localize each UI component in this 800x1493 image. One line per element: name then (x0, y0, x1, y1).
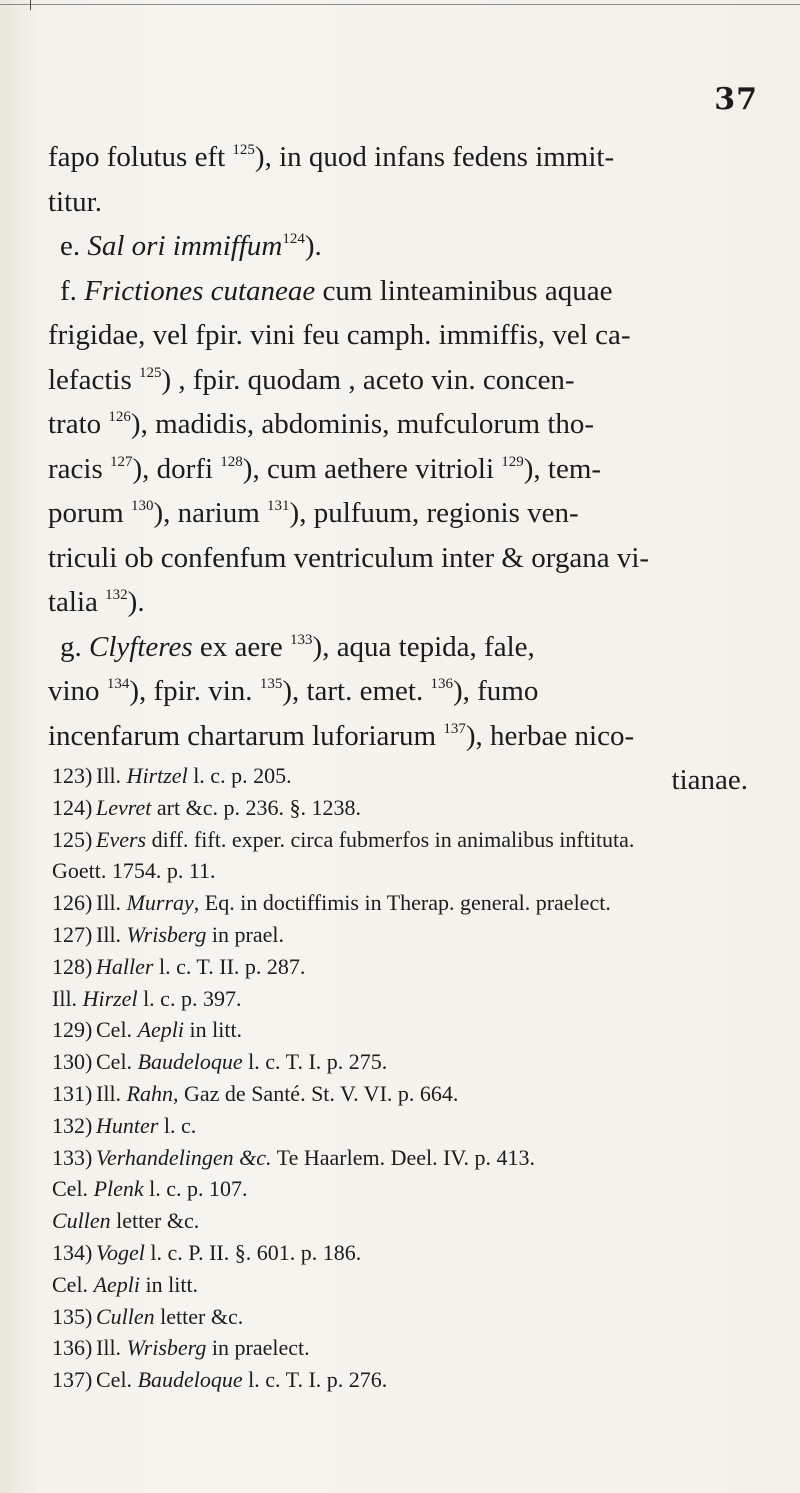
footnote-text: Cel. (52, 1176, 94, 1202)
footnote (52, 1046, 752, 1078)
footnote-text: Cel. (52, 1271, 94, 1297)
footnote-author: Hunter (96, 1112, 159, 1138)
footnote-reference: in litt. (184, 1017, 243, 1043)
footnote (52, 855, 752, 887)
footnote-reference: l. c. P. II. §. 601. p. 186. (144, 1239, 362, 1265)
text-line: frigidae, vel fpir. vini feu camph. immiffis, vel ca- (48, 319, 631, 351)
footnote (52, 824, 752, 856)
footnote-reference: in litt. (140, 1271, 199, 1297)
footnote-author: Hirzel (82, 985, 138, 1011)
footnote-author: Aepli (137, 1017, 184, 1043)
text-line: f. Frictiones cutaneae cum linteaminibus aquae (60, 274, 613, 307)
main-text (48, 135, 748, 803)
text-line: titur. (48, 185, 102, 218)
page-edge-mark (30, 0, 31, 10)
footnote-number: 133) (52, 1144, 93, 1170)
footnote-number: 137) (52, 1367, 93, 1393)
text-line: incenfarum chartarum luforiarum $^{137}$), herbae nico- (48, 719, 635, 752)
footnote-number: 129) (52, 1017, 93, 1043)
footnote-number: 124) (52, 794, 93, 820)
footnote-text: Ill. (96, 1335, 127, 1361)
footnote-number: 125) (52, 826, 93, 852)
footnote-author: Evers (96, 826, 147, 852)
footnote-reference: , Gaz de Santé. St. V. VI. p. 664. (173, 1080, 459, 1106)
footnote-number: 123) (52, 763, 93, 788)
footnote (52, 887, 752, 919)
footnote (52, 1301, 752, 1333)
page-number: 37 (714, 82, 758, 117)
footnote-text: Cel. (96, 1367, 138, 1393)
footnote-reference: art &c. p. 236. §. 1238. (151, 794, 361, 820)
footnote-reference: l. c. T. II. p. 287. (153, 953, 306, 979)
footnotes (52, 760, 752, 1396)
footnote-author: Aepli (93, 1271, 140, 1297)
footnote-number: 128) (52, 953, 93, 979)
footnote-reference: l. c. p. 397. (137, 985, 242, 1011)
text-line: porum $^{130}$), narium $^{131}$), pulfuum, regionis ven- (48, 497, 579, 529)
footnote-reference: letter &c. (110, 1208, 200, 1234)
footnote-number: 130) (52, 1049, 93, 1075)
footnote-reference: l. c. (158, 1112, 197, 1138)
footnote-number: 136) (52, 1335, 93, 1361)
footnote-author: Vogel (96, 1239, 145, 1265)
footnote (52, 983, 752, 1015)
text-line: g. Clyfteres ex aere $^{133}$), aqua tepida, fale, (60, 630, 535, 663)
footnote (52, 1237, 752, 1269)
text-line: triculi ob confenfum ventriculum inter & organa vi- (48, 541, 650, 574)
footnote-number: 126) (52, 890, 93, 916)
footnote-text: Ill. (52, 985, 83, 1011)
footnote-reference: l. c. p. 107. (143, 1176, 248, 1202)
footnote-number: 135) (52, 1303, 93, 1329)
text-line: lefactis $^{125}$) , fpir. quodam , aceto vin. concen- (48, 363, 575, 396)
footnote-text: Ill. (96, 763, 127, 788)
footnote-author: Plenk (93, 1176, 144, 1202)
text-line: vino $^{134}$), fpir. vin. $^{135}$), tart. emet. $^{136}$), fumo (48, 675, 539, 707)
text-line: racis $^{127}$), dorfi $^{128}$), cum aethere vitrioli $^{129}$), tem- (48, 452, 602, 485)
text-line: fapo folutus eft $^{125}$), in quod infans fedens immit- (48, 141, 615, 173)
footnote (52, 1014, 752, 1046)
footnote-author: Baudeloque (137, 1049, 243, 1075)
footnote-author: Cullen (96, 1303, 155, 1329)
footnote-reference: diff. fift. exper. circa fubmerfos in animalibus inftituta. (146, 826, 635, 852)
footnote (52, 792, 752, 824)
footnote-author: Cullen (52, 1208, 111, 1234)
footnote-author: Hirtzel (126, 763, 188, 788)
footnote-author: Murray (126, 890, 194, 916)
footnote (52, 1173, 752, 1205)
footnote-text: Cel. (96, 1049, 138, 1075)
footnote-text: Ill. (96, 1080, 127, 1106)
footnote-number: 132) (52, 1112, 93, 1138)
text-line: tianae. (671, 764, 748, 796)
footnote-author: Wrisberg (126, 1335, 207, 1361)
footnote-reference: in prael. (206, 921, 285, 947)
footnote-number: 134) (52, 1239, 93, 1265)
footnote (52, 1332, 752, 1364)
footnote-text: Goett. 1754. p. 11. (52, 858, 216, 884)
footnote-reference: l. c. T. I. p. 276. (242, 1367, 388, 1393)
footnote-text: Ill. (96, 890, 127, 916)
footnote (52, 919, 752, 951)
footnote-text: Ill. (96, 921, 127, 947)
footnote-author: Rahn (126, 1080, 174, 1106)
footnote-reference: letter &c. (154, 1303, 244, 1329)
text-line: trato $^{126}$), madidis, abdominis, mufculorum tho- (48, 408, 595, 440)
text-line: talia $^{132}$). (48, 586, 145, 618)
footnote-reference: l. c. T. I. p. 275. (242, 1049, 388, 1075)
page-top-edge (0, 4, 800, 5)
text-line: e. Sal ori immiffum$^{124}$). (60, 230, 322, 262)
footnote-reference: Te Haarlem. Deel. IV. p. 413. (271, 1144, 535, 1170)
footnote (52, 760, 752, 792)
footnote-text: Cel. (96, 1017, 138, 1043)
footnote-author: Haller (96, 953, 154, 979)
footnote-number: 127) (52, 921, 93, 947)
footnote-author: Levret (96, 794, 152, 820)
footnote (52, 1364, 752, 1396)
footnote-number: 131) (52, 1080, 93, 1106)
footnote-author: Verhandelingen &c. (96, 1144, 272, 1170)
footnote (52, 1205, 752, 1237)
footnote-reference: l. c. p. 205. (187, 763, 292, 788)
footnote-author: Wrisberg (126, 921, 207, 947)
footnote-author: Baudeloque (137, 1367, 243, 1393)
footnote (52, 1078, 752, 1110)
footnote (52, 1110, 752, 1142)
footnote (52, 951, 752, 983)
footnote (52, 1142, 752, 1174)
footnote-reference: , Eq. in doctiffimis in Therap. general. praelect. (193, 890, 611, 916)
footnote (52, 1269, 752, 1301)
footnote-reference: in praelect. (206, 1335, 310, 1361)
